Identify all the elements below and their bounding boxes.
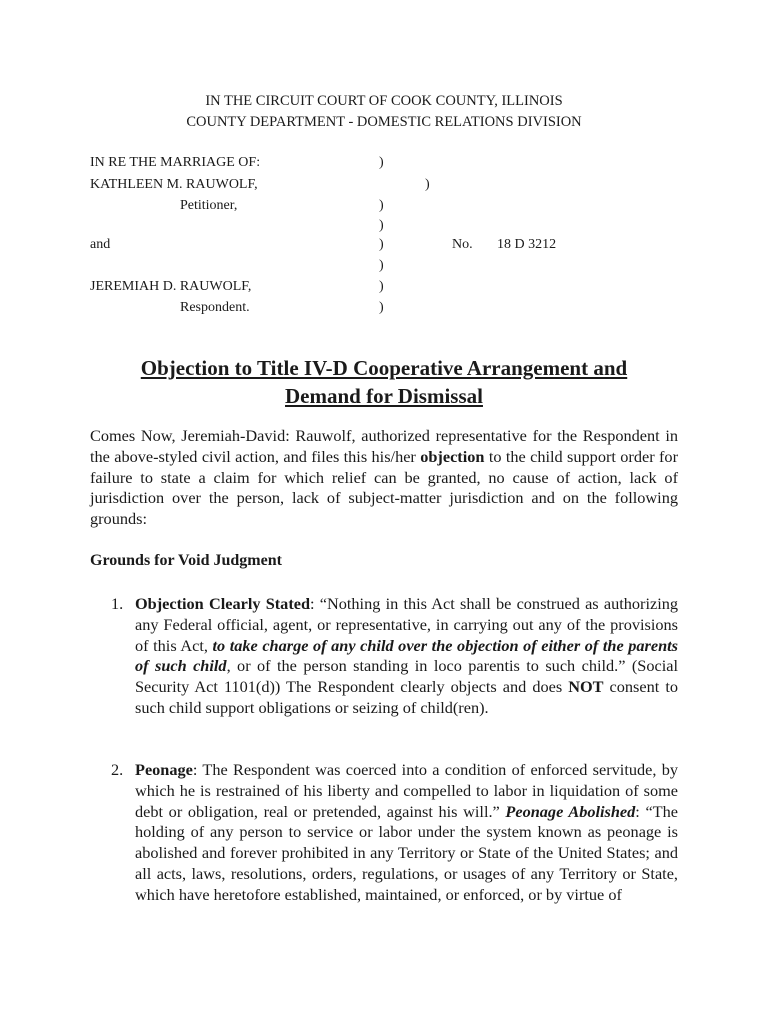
caption-paren: ) xyxy=(425,177,430,192)
item-label: Objection Clearly Stated xyxy=(135,594,311,613)
caption-in-re: IN RE THE MARRIAGE OF: xyxy=(90,155,261,170)
document-title-line-1: Objection to Title IV-D Cooperative Arrangement and xyxy=(140,356,628,380)
caption-respondent-role: Respondent. xyxy=(180,300,250,315)
caption-petitioner-role: Petitioner, xyxy=(180,198,238,213)
court-name: IN THE CIRCUIT COURT OF COOK COUNTY, ILLINOIS xyxy=(205,93,563,109)
item-text: : “Nothing in this Act shall be construed as authorizing any Federal official, agent, or representative, in carrying out any of the provisions of this Act, xyxy=(135,594,679,655)
caption-paren: ) xyxy=(379,155,384,170)
ground-item-peonage xyxy=(135,760,678,950)
item-text: : “The holding of any person to service or labor under the system known as peonage is abolished and forever prohibited in any Territory or State of the United States; and all acts, laws, resolutions, orders, regulations, or usages of any Territory or State, which have heretofore established, maintained, or enforced, or by virtue of xyxy=(135,801,678,904)
caption-paren: ) xyxy=(379,198,384,213)
item-emphasis: to take charge of any child over the objection of either of the parents of such child xyxy=(135,635,678,676)
intro-text: Comes Now, Jeremiah-David: Rauwolf, authorized representative for the Respondent in the above-styled civil action, and files this his/her xyxy=(90,426,678,466)
grounds-heading: Grounds for Void Judgment xyxy=(90,552,282,569)
caption-respondent-name: JEREMIAH D. RAUWOLF, xyxy=(90,279,252,294)
intro-text: to the child support order for failure to state a claim for which relief can be granted, no cause of action, lack of jurisdiction over the person, lack of subject-matter jurisdiction and on the following grounds: xyxy=(90,446,678,529)
item-text: : The Respondent was coerced into a condition of enforced servitude, by which he is restrained of his liberty and compelled to labor in liquidation of some debt or obligation, real or pretended, against his will.” xyxy=(135,760,678,821)
intro-paragraph xyxy=(90,426,678,530)
case-number: 18 D 3212 xyxy=(497,237,557,252)
caption-paren: ) xyxy=(379,218,384,233)
item-number: 1. xyxy=(111,594,124,613)
caption-paren: ) xyxy=(379,258,384,273)
caption-paren: ) xyxy=(379,279,384,294)
item-text: consent to such child support obligations or seizing of child(ren). xyxy=(135,677,678,717)
item-emphasis: Peonage Abolished xyxy=(505,801,636,821)
ground-item-objection xyxy=(135,594,678,719)
caption-and: and xyxy=(90,237,111,252)
item-bold-not: NOT xyxy=(568,677,604,697)
caption-paren: ) xyxy=(379,237,384,252)
court-division: COUNTY DEPARTMENT - DOMESTIC RELATIONS DIVISION xyxy=(186,114,582,130)
item-text: , or of the person standing in loco parentis to such child.” (Social Security Act 1101(d)) The Respondent clearly objects and does xyxy=(135,656,678,697)
caption-paren: ) xyxy=(379,300,384,315)
case-number-label: No. xyxy=(452,237,473,252)
item-label: Peonage xyxy=(135,760,193,779)
document-title-line-2: Demand for Dismissal xyxy=(285,384,483,408)
item-number: 2. xyxy=(111,760,124,779)
intro-bold-objection: objection xyxy=(420,446,485,466)
caption-petitioner-name: KATHLEEN M. RAUWOLF, xyxy=(90,177,258,192)
